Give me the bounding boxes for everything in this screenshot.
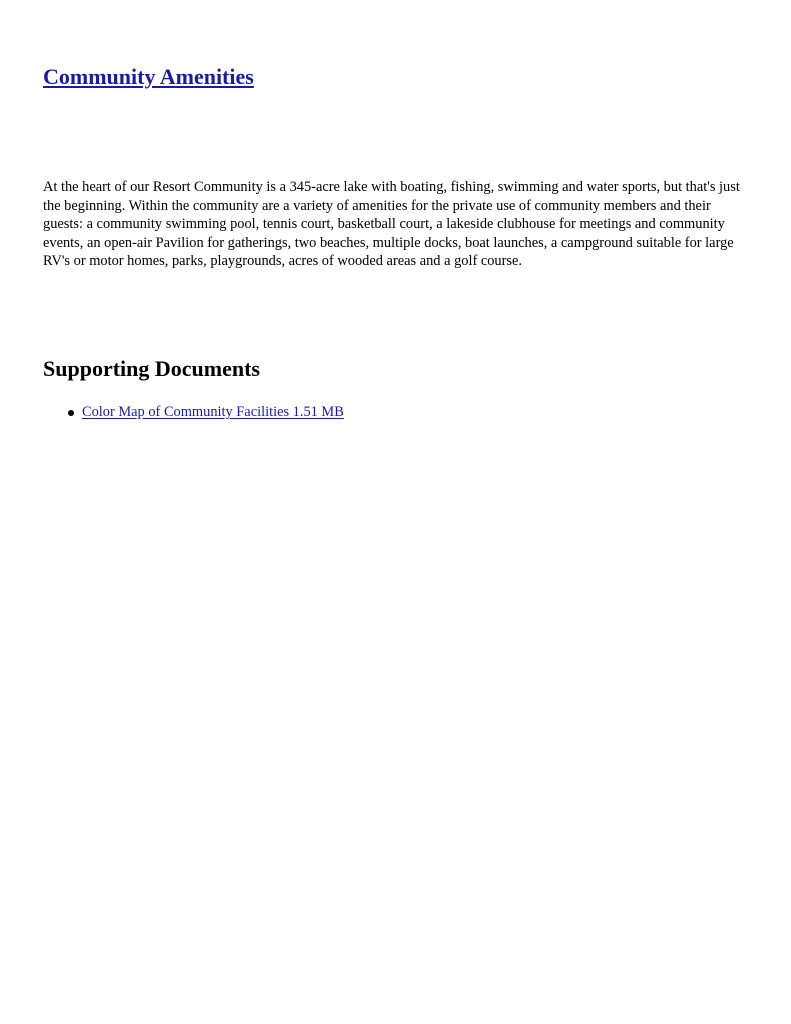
intro-paragraph: At the heart of our Resort Community is a 345-acre lake with boating, fishing, swimming and water sports, but that's just the beginning. Within the community are a variety of amenities for the private use of community members and their guests: a community swimming pool, tennis court, basketball court, a lakeside clubhouse for meetings and community events, an open-air Pavilion for gatherings, two beaches, multiple docks, boat launches, a campground suitable for large RV's or motor homes, parks, playgrounds, acres of wooded areas and a golf course. [43, 179, 740, 269]
supporting-documents-list [43, 402, 344, 422]
page-title-link[interactable]: Community Amenities [43, 64, 254, 89]
bullet-icon [68, 410, 74, 416]
page-title [43, 62, 254, 92]
supporting-documents-heading: Supporting Documents [43, 356, 260, 381]
color-map-link[interactable]: Color Map of Community Facilities 1.51 MB [82, 404, 344, 420]
list-item [43, 402, 344, 422]
